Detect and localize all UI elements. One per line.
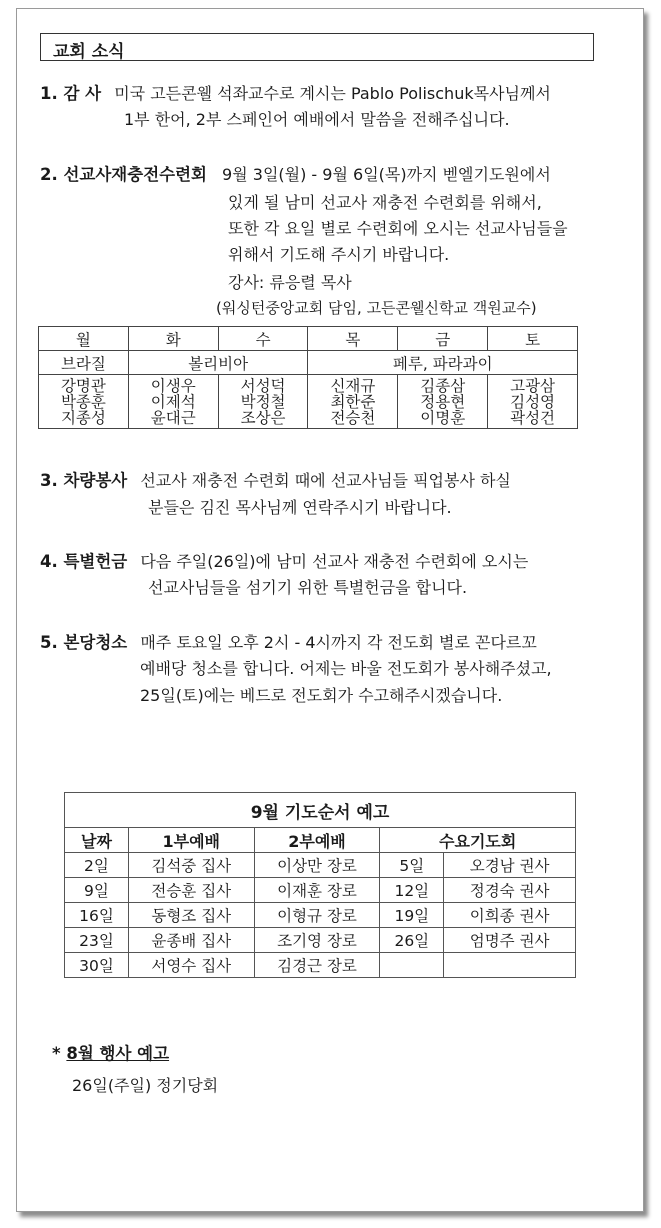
country-bolivia: 볼리비아 [128,351,308,375]
item-2-line-4: 위해서 기도해 주시기 바랍니다. [228,245,450,264]
table-cell: 엄명주 권사 [444,928,576,953]
name: 고광삼 [510,377,556,395]
name: 김성영 [510,393,556,411]
item-1-head: 1. 감 사 [40,84,102,103]
item-1 [40,80,551,104]
table-row [65,878,576,903]
table-cell: 9일 [65,878,129,903]
item-3-head: 3. 차량봉사 [40,471,128,490]
prayer-schedule-table [64,792,576,978]
item-2-line-1: 9월 3일(월) - 9월 6일(목)까지 벧엘기도원에서 [222,165,551,184]
name: 이생우 [150,377,196,395]
table-cell: 김석중 집사 [128,853,254,878]
names-fri [398,375,488,429]
name: 서성덕 [240,377,286,395]
item-4 [40,548,528,572]
table-cell: 19일 [380,903,444,928]
prayer-header-first-service: 1부예배 [128,828,254,853]
item-4-head: 4. 특별헌금 [40,552,128,571]
item-1-line-1: 미국 고든콘웰 석좌교수로 계시는 Pablo Polischuk목사님께서 [114,84,551,103]
item-5-line-1: 매주 토요일 오후 2시 - 4시까지 각 전도회 별로 꼰다르꼬 [140,633,537,652]
names-tue [128,375,218,429]
name: 전승천 [330,409,376,427]
item-2-line-2: 있게 될 남미 선교사 재충전 수련회를 위해서, [228,193,542,212]
table-cell: 23일 [65,928,129,953]
item-4-line-1: 다음 주일(26일)에 남미 선교사 재충전 수련회에 오시는 [140,552,529,571]
item-2-line-6: (워싱턴중앙교회 담임, 고든콘웰신학교 객원교수) [216,299,537,317]
day-tue: 화 [128,327,218,351]
day-mon: 월 [39,327,129,351]
item-3 [40,467,511,491]
event-title: 8월 행사 예고 [66,1044,170,1063]
day-sat: 토 [488,327,578,351]
section-header-box [40,33,594,61]
bullet-icon: * [52,1044,61,1063]
section-title: 교회 소식 [53,42,125,62]
item-5-line-2: 예배당 청소를 합니다. 어제는 바울 전도회가 봉사해주셨고, [140,659,552,678]
item-5 [40,629,537,653]
table-row [65,928,576,953]
prayer-table-title: 9월 기도순서 예고 [65,793,576,828]
day-fri: 금 [398,327,488,351]
table-cell: 서영수 집사 [128,953,254,978]
item-1-line-2: 1부 한어, 2부 스페인어 예배에서 말씀을 전해주십니다. [124,110,510,129]
table-cell: 이상만 장로 [254,853,380,878]
day-thu: 목 [308,327,398,351]
table-cell: 조기영 장로 [254,928,380,953]
schedule-country-row [39,351,578,375]
country-brazil: 브라질 [39,351,129,375]
table-row [65,853,576,878]
missionary-schedule-table [38,326,578,429]
name: 곽성건 [510,409,556,427]
prayer-header-date: 날짜 [65,828,129,853]
name: 정용현 [420,393,466,411]
name: 윤대근 [150,409,196,427]
event-line: 26일(주일) 정기당회 [72,1076,219,1095]
item-2-head: 2. 선교사재충전수련회 [40,165,207,184]
name: 박종훈 [60,393,106,411]
names-sat [488,375,578,429]
name: 지종성 [60,409,106,427]
item-3-line-1: 선교사 재충전 수련회 때에 선교사님들 픽업봉사 하실 [140,471,511,490]
item-5-head: 5. 본당청소 [40,633,128,652]
schedule-names-row [39,375,578,429]
item-2-line-5: 강사: 류응렬 목사 [228,273,352,292]
prayer-header-row [65,828,576,853]
event-heading [52,1040,169,1064]
day-wed: 수 [218,327,308,351]
item-4-line-2: 선교사님들을 섬기기 위한 특별헌금을 합니다. [148,578,468,597]
table-cell [444,953,576,978]
item-2-line-3: 또한 각 요일 별로 수련회에 오시는 선교사님들을 [228,219,568,238]
table-cell: 정경숙 권사 [444,878,576,903]
table-cell: 오경남 권사 [444,853,576,878]
item-5-line-3: 25일(토)에는 베드로 전도회가 수고해주시겠습니다. [140,686,503,705]
table-cell: 이재훈 장로 [254,878,380,903]
table-cell: 2일 [65,853,129,878]
table-row [65,953,576,978]
table-cell [380,953,444,978]
table-row [65,903,576,928]
name: 강명관 [60,377,106,395]
item-3-line-2: 분들은 김진 목사님께 연락주시기 바랍니다. [148,498,452,517]
table-cell: 16일 [65,903,129,928]
table-cell: 5일 [380,853,444,878]
name: 박정철 [240,393,286,411]
name: 최한준 [330,393,376,411]
name: 이제석 [150,393,196,411]
prayer-header-wednesday: 수요기도회 [380,828,576,853]
item-2 [40,161,551,185]
table-cell: 이희종 권사 [444,903,576,928]
table-cell: 김경근 장로 [254,953,380,978]
name: 이명훈 [420,409,466,427]
bulletin-page [16,8,644,1212]
names-wed [218,375,308,429]
table-cell: 30일 [65,953,129,978]
name: 김종삼 [420,377,466,395]
table-cell: 12일 [380,878,444,903]
table-cell: 26일 [380,928,444,953]
prayer-header-second-service: 2부예배 [254,828,380,853]
name: 신재규 [330,377,376,395]
table-cell: 동형조 집사 [128,903,254,928]
name: 조상은 [240,409,286,427]
schedule-days-row [39,327,578,351]
table-cell: 윤종배 집사 [128,928,254,953]
table-cell: 전승훈 집사 [128,878,254,903]
names-mon [39,375,129,429]
table-cell: 이형규 장로 [254,903,380,928]
country-peru-paraguay: 페루, 파라과이 [308,351,578,375]
names-thu [308,375,398,429]
